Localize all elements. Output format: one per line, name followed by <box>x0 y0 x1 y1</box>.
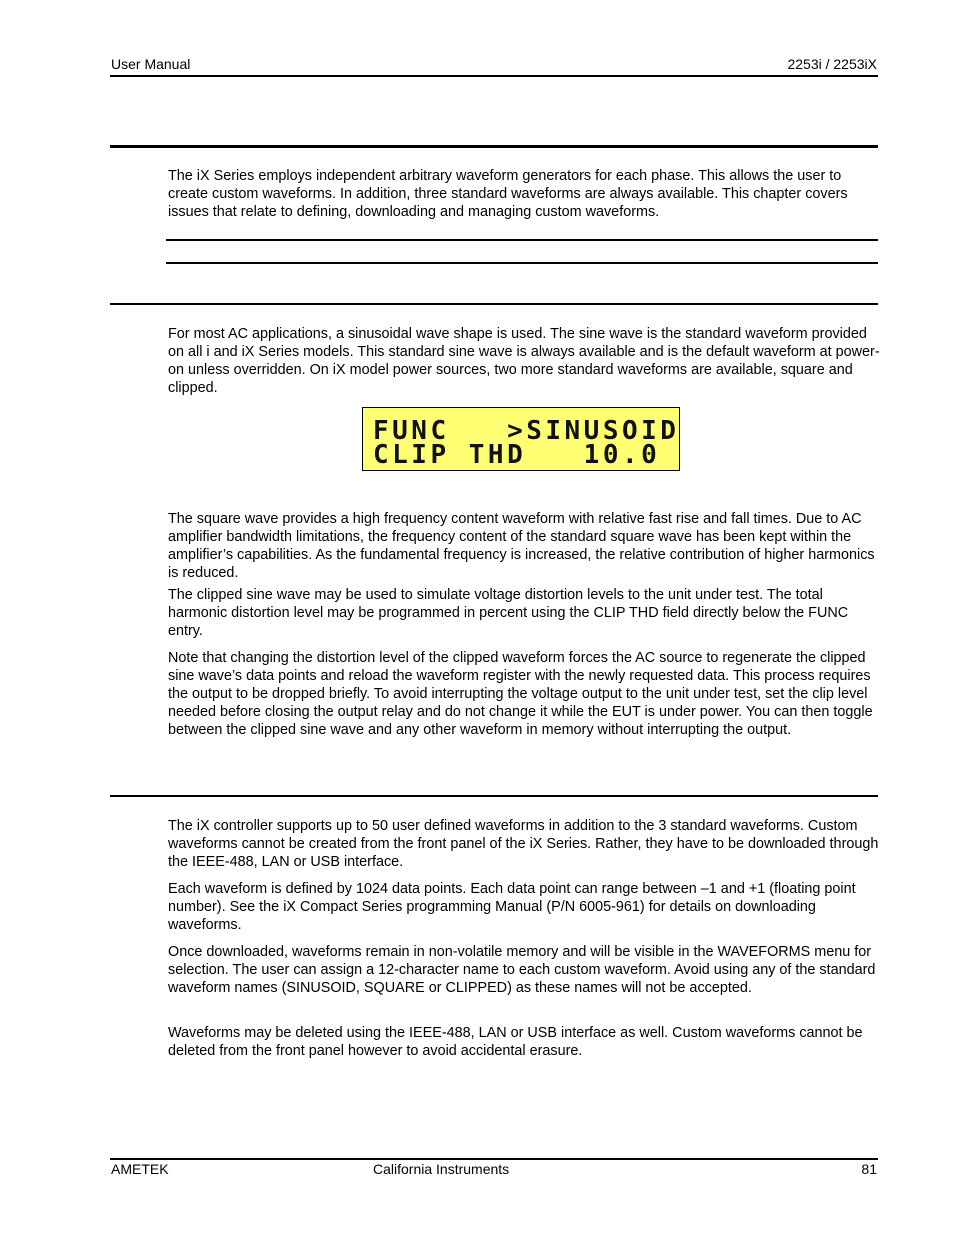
header-model: 2253i / 2253iX <box>787 56 877 72</box>
square-wave-paragraph: The square wave provides a high frequency content waveform with relative fast rise and fall times. Due to AC amplifier bandwidth limitations, the frequency content of the standard square wave has been kept within the amplifier’s capabilities. As the fundamental frequency is increased, the relative contribution of higher harmonics is reduced. <box>168 511 875 581</box>
footer-rule <box>110 1158 878 1160</box>
footer-page-number: 81 <box>861 1161 877 1177</box>
custom-paragraph-2: Each waveform is defined by 1024 data points. Each data point can range between –1 and +1 (floating point number). See the iX Compact Series programming Manual (P/N 6005-961) for details on downloading waveforms. <box>168 881 856 933</box>
clip-note-paragraph: Note that changing the distortion level of the clipped waveform forces the AC source to regenerate the clipped sine wave’s data points and reload the waveform register with the newly requested data. This process requires the output to be dropped briefly. To avoid interrupting the voltage output to the unit under test, set the clip level needed before closing the output relay and do not change it while the EUT is under power. You can then toggle between the clipped sine wave and any other waveform in memory without interrupting the output. <box>168 650 873 738</box>
custom-paragraph-4: Waveforms may be deleted using the IEEE-488, LAN or USB interface as well. Custom waveforms cannot be deleted from the front panel however to avoid accidental erasure. <box>168 1025 863 1059</box>
custom-paragraph-1: The iX controller supports up to 50 user defined waveforms in addition to the 3 standard waveforms. Custom waveforms cannot be created from the front panel of the iX Series. Rather, they have to be downloaded through the IEEE-488, LAN or USB interface. <box>168 818 879 870</box>
standard-paragraph-1: For most AC applications, a sinusoidal wave shape is used. The sine wave is the standard waveform provided on all i and iX Series models. This standard sine wave is always available and is the default waveform at power-on unless overridden. On iX model power sources, two more standard waveforms are available, square and clipped. <box>168 326 880 396</box>
intro-paragraph: The iX Series employs independent arbitrary waveform generators for each phase. This allows the user to create custom waveforms. In addition, three standard waveforms are always available. This chapter covers issues that relate to defining, downloading and managing custom waveforms. <box>168 168 848 220</box>
section-rule-standard <box>110 303 878 305</box>
lcd-line-2: CLIP THD 10.0 <box>373 440 661 470</box>
header-rule <box>110 75 878 77</box>
lcd-line-1: FUNC >SINUSOID <box>373 416 680 446</box>
section-rule-custom <box>110 795 878 797</box>
lcd-display <box>362 407 680 471</box>
note-box-top-rule <box>166 239 878 241</box>
note-box-bottom-rule <box>166 262 878 264</box>
custom-paragraph-3: Once downloaded, waveforms remain in non-volatile memory and will be visible in the WAVEFORMS menu for selection. The user can assign a 12-character name to each custom waveform. Avoid using any of the standard waveform names (SINUSOID, SQUARE or CLIPPED) as these names will not be accepted. <box>168 944 876 996</box>
footer-company: AMETEK <box>111 1161 169 1177</box>
header-title: User Manual <box>111 56 191 72</box>
clipped-wave-paragraph: The clipped sine wave may be used to simulate voltage distortion levels to the unit under test. The total harmonic distortion level may be programmed in percent using the CLIP THD field directly below the FUNC entry. <box>168 587 849 639</box>
footer-division: California Instruments <box>373 1161 510 1177</box>
chapter-rule <box>110 145 878 148</box>
